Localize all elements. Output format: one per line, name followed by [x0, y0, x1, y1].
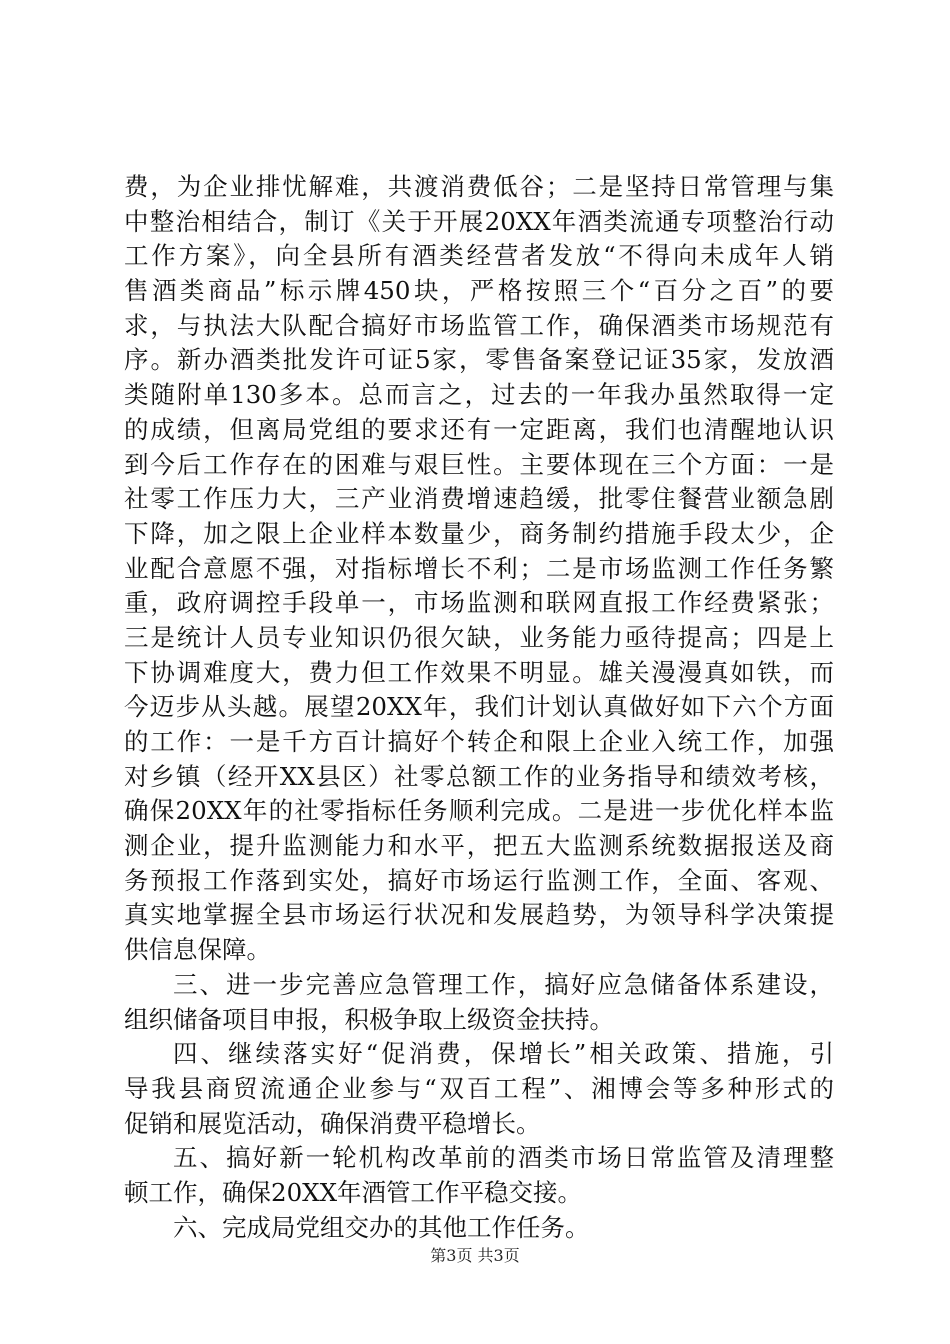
text-line: 的成绩，但离局党组的要求还有一定距离，我们也清醒地认识	[124, 414, 834, 444]
text-line: 工作方案》，向全县所有酒类经营者发放“不得向未成年人销	[124, 241, 834, 271]
page-footer: 第3页 共3页	[430, 1246, 520, 1265]
text-line: 到今后工作存在的困难与艰巨性。主要体现在三个方面：一是	[124, 449, 834, 479]
text-line: 五、搞好新一轮机构改革前的酒类市场日常监管及清理整	[173, 1143, 834, 1173]
text-line: 求，与执法大队配合搞好市场监管工作，确保酒类市场规范有	[124, 310, 834, 340]
body-text	[124, 170, 834, 1245]
text-line: 三是统计人员专业知识仍很欠缺，业务能力亟待提高；四是上	[124, 622, 834, 652]
text-line: 顿工作，确保20XX年酒管工作平稳交接。	[124, 1177, 583, 1207]
text-line: 导我县商贸流通企业参与“双百工程”、湘博会等多种形式的	[124, 1073, 834, 1103]
text-line: 社零工作压力大，三产业消费增速趋缓，批零住餐营业额急剧	[124, 484, 834, 514]
text-line: 务预报工作落到实处，搞好市场运行监测工作，全面、客观、	[124, 865, 834, 895]
text-line: 重，政府调控手段单一，市场监测和联网直报工作经费紧张；	[124, 588, 834, 618]
text-line: 确保20XX年的社零指标任务顺利完成。二是进一步优化样本监	[124, 796, 834, 826]
text-line: 下协调难度大，费力但工作效果不明显。雄关漫漫真如铁，而	[124, 657, 834, 687]
text-line: 下降，加之限上企业样本数量少，商务制约措施手段太少，企	[124, 518, 834, 548]
text-line: 组织储备项目申报，积极争取上级资金扶持。	[124, 1004, 614, 1034]
text-line: 序。新办酒类批发许可证5家，零售备案登记证35家，发放酒	[124, 345, 834, 375]
text-line: 供信息保障。	[124, 935, 271, 965]
text-line: 测企业，提升监测能力和水平，把五大监测系统数据报送及商	[124, 831, 834, 861]
text-line: 真实地掌握全县市场运行状况和发展趋势，为领导科学决策提	[124, 900, 834, 930]
text-line: 中整治相结合，制订《关于开展20XX年酒类流通专项整治行动	[124, 206, 834, 236]
text-line: 类随附单130多本。总而言之，过去的一年我办虽然取得一定	[124, 380, 834, 410]
text-line: 今迈步从头越。展望20XX年，我们计划认真做好如下六个方面	[124, 692, 834, 722]
text-line: 的工作：一是千方百计搞好个转企和限上企业入统工作，加强	[124, 727, 834, 756]
text-line: 业配合意愿不强，对指标增长不利；二是市场监测工作任务繁	[124, 553, 834, 583]
text-line: 售酒类商品”标示牌450块，严格按照三个“百分之百”的要	[124, 276, 834, 306]
text-line: 六、完成局党组交办的其他工作任务。	[173, 1212, 590, 1242]
text-line: 对乡镇（经开XX县区）社零总额工作的业务指导和绩效考核，	[124, 761, 834, 791]
text-line: 四、继续落实好“促消费，保增长”相关政策、措施，引	[173, 1039, 834, 1069]
text-line: 费，为企业排忧解难，共渡消费低谷；二是坚持日常管理与集	[124, 172, 834, 201]
text-line: 促销和展览活动，确保消费平稳增长。	[124, 1108, 541, 1138]
text-line: 三、进一步完善应急管理工作，搞好应急储备体系建设，	[173, 969, 834, 999]
